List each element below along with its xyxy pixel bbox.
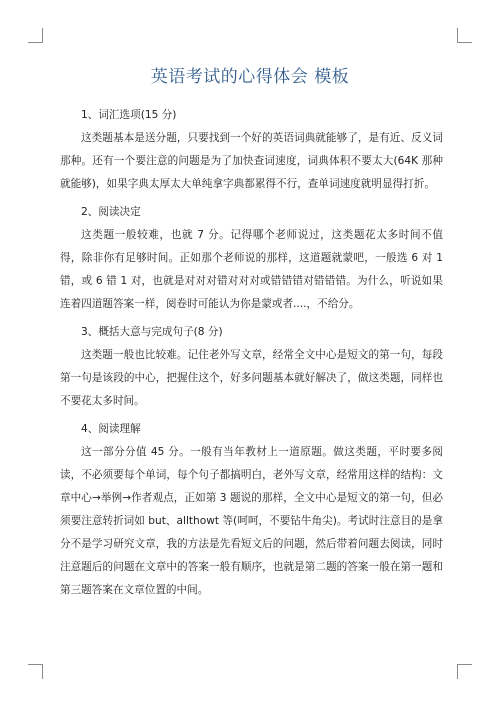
section-heading: 3、概括大意与完成句子(8 分) — [81, 326, 223, 338]
section-paragraph: 这类题一般也比较难。记住老外写文章，经常全文中心是短文的第一句，每段第一句是该段的中心，把握住这个，好多问题基本就好解决了，做这类题，同样也不要花太多时间。 — [60, 349, 443, 407]
section-vocabulary — [60, 104, 443, 196]
section-paragraph: 这类题基本是送分题，只要找到一个好的英语词典就能够了，是有近、反义词那种。还有一个要注意的问题是为了加快查词速度，词典体积不要太大(64K 那种就能够)，如果字典太厚太大单纯拿字典都累得不行，查单词速度就明显得打折。 — [60, 132, 443, 190]
section-paragraph: 这类题一般较难，也就 7 分。记得哪个老师说过，这类题花太多时间不值得，除非你有足够时间。正如那个老师说的那样，这道题就蒙吧，一般选 6 对 1 错，或 6 错 1 对，也就是对对对错对对对或错错错对错错错。为什么，听说如果连着四道题答案一样，阅卷时可能认为你是蒙或者....，不给分。 — [60, 229, 443, 310]
crop-mark-bottom-right — [457, 664, 472, 679]
section-reading-judgement — [60, 201, 443, 316]
section-summary-completion — [60, 321, 443, 413]
section-paragraph: 这一部分分值 45 分。一般有当年教材上一道原题。做这类题，平时要多阅读，不必须要每个单词，每个句子都搞明白，老外写文章，经常用这样的结构：文章中心→举例→作者观点，正如第 3 题说的那样，全文中心是短文的第一句，但必须要注意转折词如 but、allthowt 等(呵呵，不要钻牛角尖)。考试时注意目的是拿分不是学习研究文章，我的方法是先看短文后的问题，然后带着问题去阅读，同时注意题后的问题在文章中的答案一般有顺序，也就是第二题的答案一般在第一题和第三题答案在文章位置的中间。 — [60, 446, 443, 596]
crop-mark-top-right — [457, 28, 472, 43]
crop-mark-top-left — [28, 28, 43, 43]
section-heading: 4、阅读理解 — [81, 423, 141, 435]
document-body — [60, 104, 443, 607]
section-heading: 2、阅读决定 — [81, 206, 141, 218]
section-reading-comprehension — [60, 418, 443, 602]
section-heading: 1、词汇选项(15 分) — [81, 109, 177, 121]
page-title: 英语考试的心得体会 模板 — [150, 67, 350, 87]
crop-mark-bottom-left — [28, 664, 43, 679]
